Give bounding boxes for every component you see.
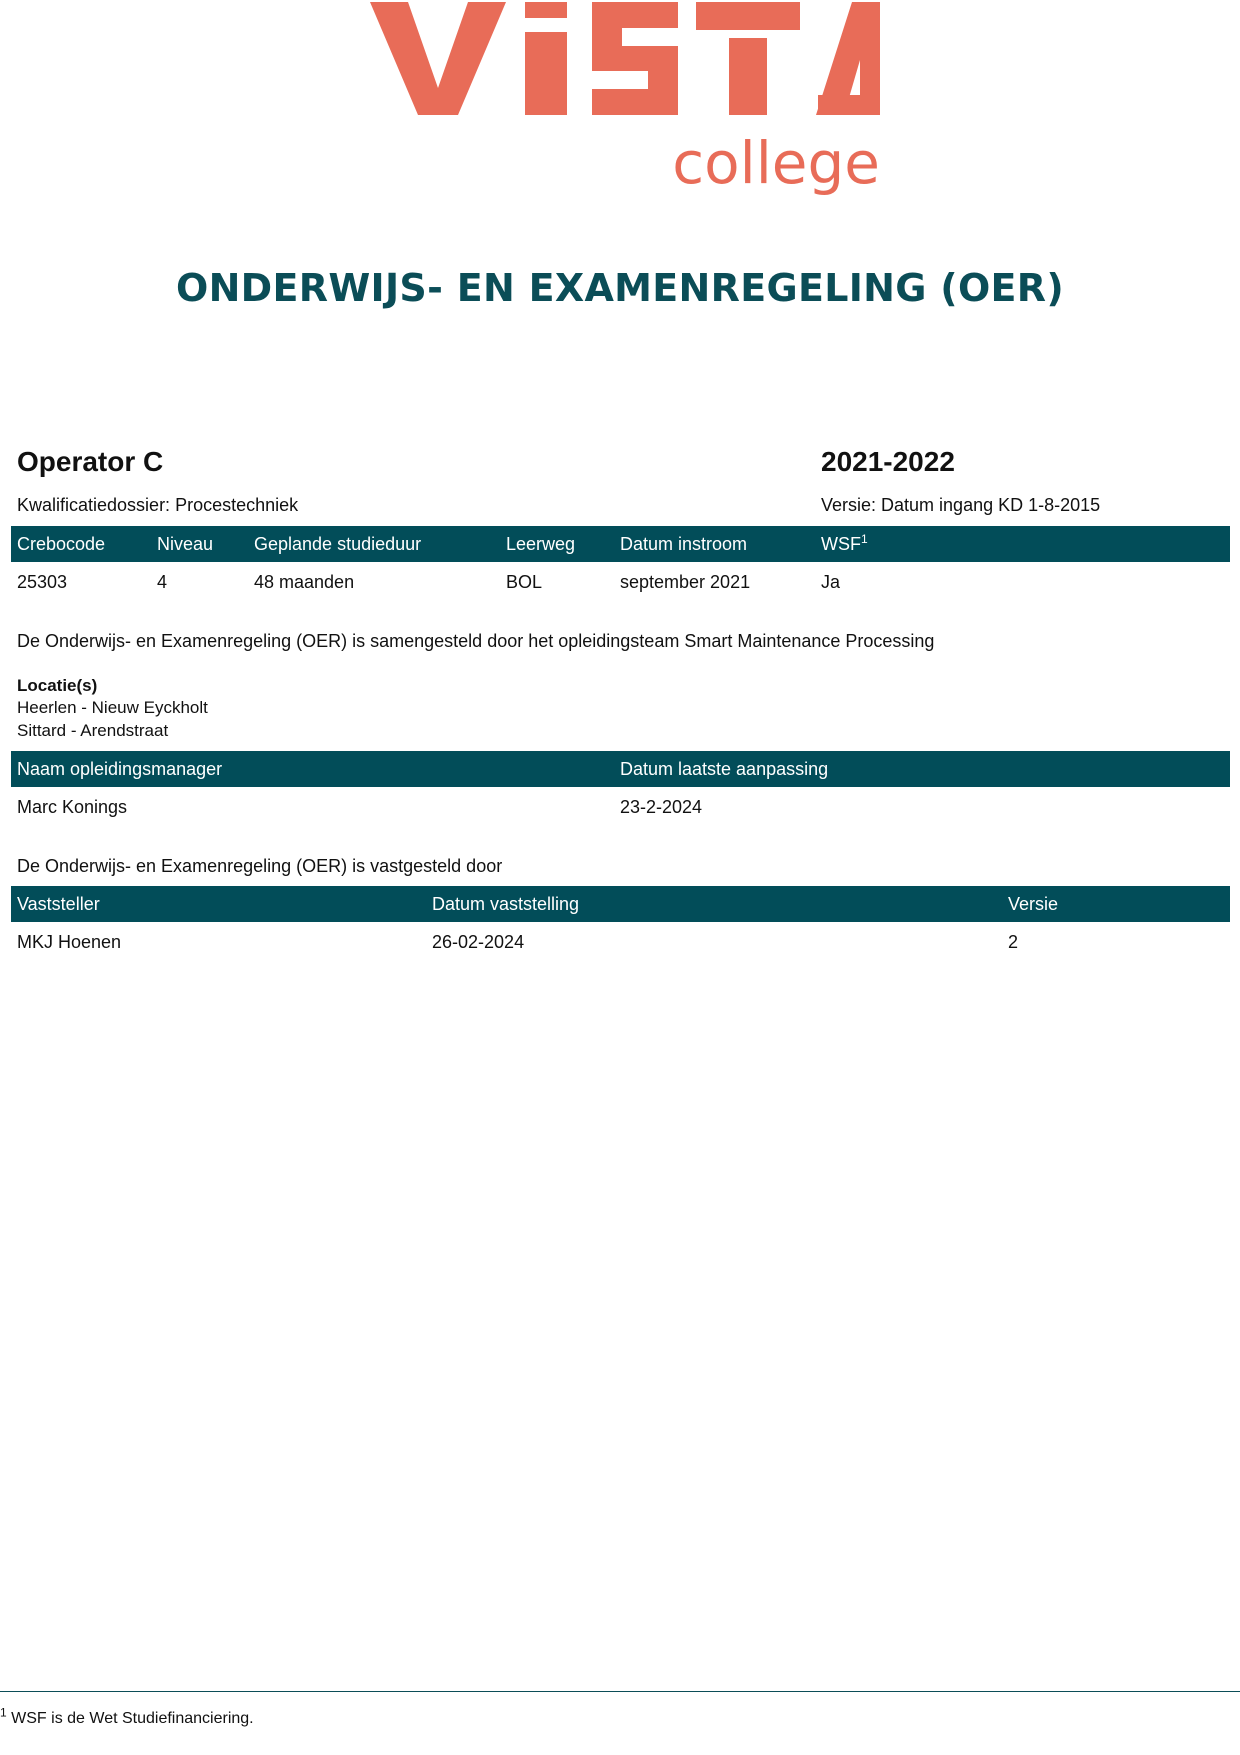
cell-niveau: 4 xyxy=(157,572,168,592)
cell-datum-instroom: september 2021 xyxy=(620,572,751,592)
approval-table-header xyxy=(11,886,1230,922)
program-table-header xyxy=(11,526,1230,562)
qualification-file: Kwalificatiedossier: Procestechniek xyxy=(17,495,299,515)
header-wsf-label: WSF xyxy=(821,534,861,554)
footnote-number: 1 xyxy=(0,1705,7,1720)
header-approval-date: Datum vaststelling xyxy=(432,894,580,914)
cell-crebocode: 25303 xyxy=(17,572,68,592)
program-table xyxy=(11,526,1230,600)
cell-approver: MKJ Hoenen xyxy=(17,932,122,952)
location-item: Sittard - Arendstraat xyxy=(17,721,169,740)
header-studieduur: Geplande studieduur xyxy=(254,534,422,554)
approval-table xyxy=(11,886,1230,960)
cell-leerweg: BOL xyxy=(506,572,543,592)
table-row xyxy=(11,787,1230,825)
header-datum-instroom: Datum instroom xyxy=(620,534,748,554)
header-leerweg: Leerweg xyxy=(506,534,576,554)
version-info: Versie: Datum ingang KD 1-8-2015 xyxy=(821,495,1101,515)
header-wsf xyxy=(821,526,868,562)
cell-studieduur: 48 maanden xyxy=(254,572,355,592)
footnote-ref[interactable]: 1 xyxy=(861,532,868,546)
footnote-text: WSF is de Wet Studiefinanciering. xyxy=(11,1710,254,1727)
location-item: Heerlen - Nieuw Eyckholt xyxy=(17,698,208,717)
locations-heading: Locatie(s) xyxy=(17,676,98,695)
cell-manager-name: Marc Konings xyxy=(17,797,128,817)
header-manager-name: Naam opleidingsmanager xyxy=(17,759,223,779)
header-approver: Vaststeller xyxy=(17,894,100,914)
academic-year: 2021-2022 xyxy=(821,446,955,477)
header-last-modified: Datum laatste aanpassing xyxy=(620,759,829,779)
table-row xyxy=(11,922,1230,960)
header-version: Versie xyxy=(1008,894,1059,914)
cell-last-modified: 23-2-2024 xyxy=(620,797,703,817)
vista-college-logo xyxy=(360,0,880,210)
cell-wsf: Ja xyxy=(821,572,841,592)
manager-table-header xyxy=(11,751,1230,787)
table-row xyxy=(11,562,1230,600)
logo-wordmark: college xyxy=(672,129,880,197)
header-crebocode: Crebocode xyxy=(17,534,106,554)
composed-by-text: De Onderwijs- en Examenregeling (OER) is samengesteld door het opleidingsteam Smart Maintenance Processing xyxy=(17,631,935,651)
cell-approval-date: 26-02-2024 xyxy=(432,932,525,952)
footnote xyxy=(0,1705,254,1728)
cell-version: 2 xyxy=(1008,932,1019,952)
manager-table xyxy=(11,751,1230,825)
footnote-divider xyxy=(0,1691,1240,1692)
document-title: ONDERWIJS- EN EXAMENREGELING (OER) xyxy=(175,266,1065,310)
header-niveau: Niveau xyxy=(157,534,214,554)
established-by-text: De Onderwijs- en Examenregeling (OER) is vastgesteld door xyxy=(17,856,503,876)
program-name: Operator C xyxy=(17,446,164,477)
